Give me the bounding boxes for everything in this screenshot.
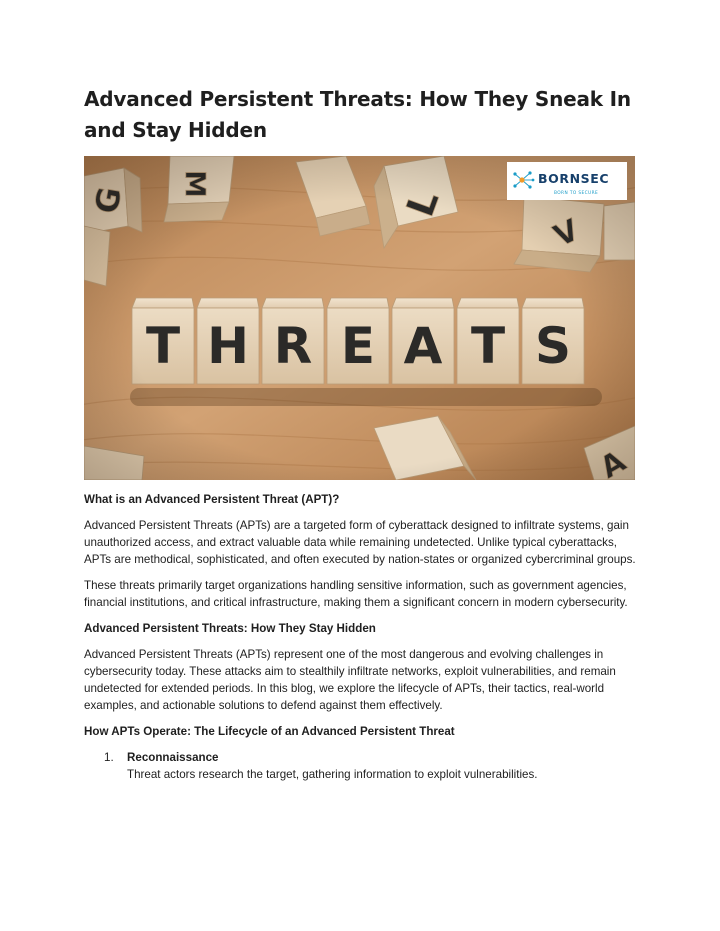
lifecycle-steps-list xyxy=(84,749,644,783)
paragraph-stay-hidden: Advanced Persistent Threats (APTs) represent one of the most dangerous and evolving challenges in cybersecurity today. These attacks aim to stealthily infiltrate networks, exploit vulnerabilities, and remain undetected for extended periods. In this blog, we explore the lifecycle of APTs, their tactics, real-world examples, and actionable solutions to defend against them effectively. xyxy=(84,648,616,712)
article-body xyxy=(84,491,644,783)
section-heading-what-is-apt: What is an Advanced Persistent Threat (APT)? xyxy=(84,493,340,506)
hero-image xyxy=(84,156,635,480)
paragraph-apt-targets: These threats primarily target organizations handling sensitive information, such as government agencies, financial institutions, and critical infrastructure, making them a significant concern in modern cybersecurity. xyxy=(84,579,628,609)
bornsec-logo xyxy=(507,162,627,200)
step-number: 1. xyxy=(104,751,114,764)
logo-tagline: BORN TO SECURE xyxy=(554,191,599,196)
paragraph-apt-definition: Advanced Persistent Threats (APTs) are a targeted form of cyberattack designed to infiltrate systems, gain unauthorized access, and extract valuable data while remaining undetected. Unlike typical cyberattacks, APTs are methodical, sophisticated, and often executed by nation-states or organized cybercriminal groups. xyxy=(84,519,636,566)
list-item xyxy=(84,749,644,783)
step-text: Threat actors research the target, gathering information to exploit vulnerabilities. xyxy=(127,768,538,781)
page-title: Advanced Persistent Threats: How They Sneak In and Stay Hidden xyxy=(84,87,631,142)
step-title: Reconnaissance xyxy=(127,751,219,764)
section-heading-lifecycle: How APTs Operate: The Lifecycle of an Advanced Persistent Threat xyxy=(84,725,455,738)
section-heading-stay-hidden: Advanced Persistent Threats: How They Stay Hidden xyxy=(84,622,376,635)
logo-wordmark: BORNSEC xyxy=(538,171,610,186)
